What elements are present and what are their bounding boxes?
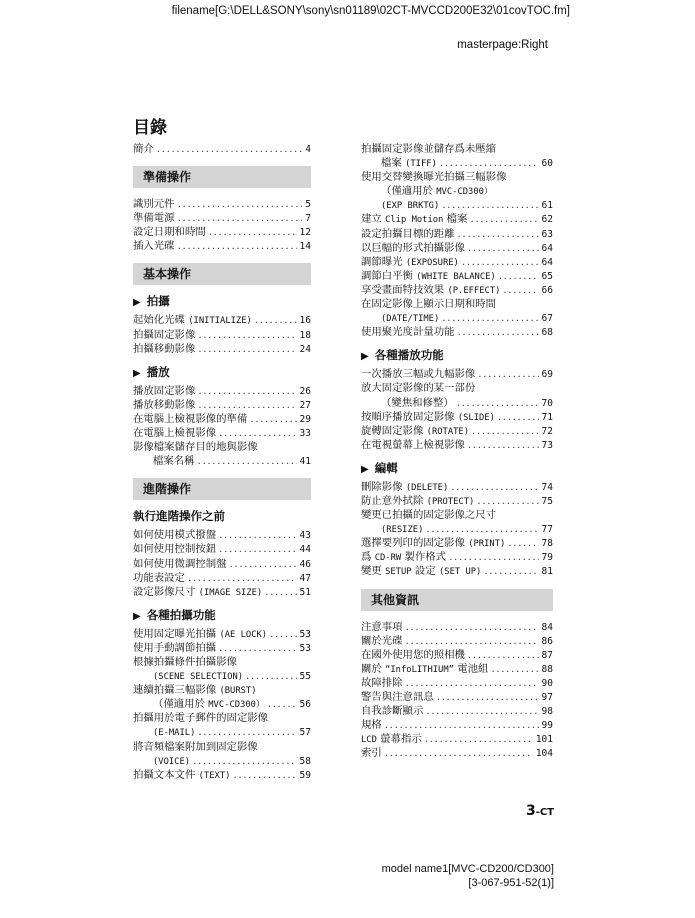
model-footer [382,862,554,890]
toc-entry[interactable]: 播放固定影像 ..... 26 [133,384,311,398]
toc-entry[interactable]: 關於 “InfoLITHIUM” 電池組 ..... 88 [361,662,553,676]
toc-entry[interactable]: （僅適用於 MVC-CD300） ..... 56 [133,697,311,711]
triangle-bullet-icon: ▶ [361,351,369,363]
toc-entry[interactable]: （變焦和修整） ..... 70 [361,396,553,410]
toc-entry[interactable]: 關於光碟 ..... 86 [361,634,553,648]
toc-entry[interactable]: 建立 Clip Motion 檔案 ..... 62 [361,212,553,226]
triangle-bullet-icon: ▶ [133,610,141,622]
toc-entry-line1[interactable]: 將音頻檔案附加到固定影像 [133,740,258,753]
section-header-advanced: 進階操作 [133,478,311,500]
toc-entry[interactable]: 享受畫面特技效果 (P.EFFECT) ..... 66 [361,283,553,297]
file-header: filename[G:\DELL&SONY\sony\sn01189\02CT-MVCCD200E32\01covTOC.fm] [171,5,570,17]
toc-entry[interactable]: (RESIZE) ..... 77 [361,522,553,536]
toc-entry-line1[interactable]: 變更已拍攝的固定影像之尺寸 [361,509,497,522]
toc-entry[interactable]: 如何使用控制按鈕 ..... 44 [133,542,311,556]
toc-entry-line1[interactable]: 連續拍攝三幅影像 (BURST) [133,684,257,697]
toc-entry[interactable]: 設定日期和時間 ..... 12 [133,225,311,239]
toc-entry[interactable]: 刪除影像 (DELETE) ..... 74 [361,480,553,494]
toc-entry[interactable]: (SCENE SELECTION) ..... 55 [133,669,311,683]
toc-entry-line1[interactable]: 拍攝固定影像並儲存爲未壓縮 [361,143,497,155]
subsection-header-editing: ▶ 編輯 [361,460,398,475]
toc-entry[interactable]: 檔案 (TIFF) ..... 60 [361,156,553,170]
toc-entry[interactable]: 自我診斷顯示 ..... 98 [361,704,553,718]
page-number: 3-CT [525,803,554,819]
toc-entry[interactable]: 插入光碟 ..... 14 [133,239,311,253]
toc-entry[interactable]: 防止意外拭除 (PROTECT) ..... 75 [361,494,553,508]
triangle-bullet-icon: ▶ [133,367,141,379]
toc-entry[interactable]: (E-MAIL) ..... 57 [133,725,311,739]
model-name: model name1[MVC-CD200/CD300] [381,863,554,875]
toc-entry[interactable]: 調節白平衡 (WHITE BALANCE) ..... 65 [361,269,553,283]
toc-entry[interactable]: 簡介 ..... 4 [133,142,311,156]
page-title: 目錄 [133,118,167,138]
toc-entry[interactable]: 規格 ..... 99 [361,718,553,732]
toc-entry[interactable]: 選擇要列印的固定影像 (PRINT) ..... 78 [361,536,553,550]
toc-entry-line2[interactable]: （僅適用於 MVC-CD300） [381,185,493,198]
toc-entry-line1[interactable]: 在固定影像上顯示日期和時間 [361,298,497,311]
toc-entry[interactable]: (DATE/TIME) ..... 67 [361,311,553,325]
toc-entry[interactable]: 在電腦上檢視影像 ..... 33 [133,426,311,440]
toc-entry[interactable]: 拍攝固定影像 ..... 18 [133,328,311,342]
toc-entry[interactable]: 功能表設定 ..... 47 [133,571,311,585]
toc-entry-line1[interactable]: 拍攝用於電子郵件的固定影像 [133,712,269,725]
toc-entry[interactable]: 檔案名稱 ..... 41 [133,454,311,468]
toc-entry[interactable]: 調節曝光 (EXPOSURE) ..... 64 [361,255,553,269]
toc-left-column [133,142,311,782]
triangle-bullet-icon: ▶ [361,463,369,475]
toc-entry[interactable]: 設定影像尺寸 (IMAGE SIZE) ..... 51 [133,585,311,599]
toc-entry[interactable]: 在電視螢幕上檢視影像 ..... 73 [361,438,553,452]
subsection-header-playback: ▶ 播放 [133,364,170,379]
toc-entry[interactable]: 警告與注意訊息 ..... 97 [361,690,553,704]
masterpage-label: masterpage:Right [457,39,548,51]
toc-entry[interactable]: (VOICE) ..... 58 [133,754,311,768]
triangle-bullet-icon: ▶ [133,297,141,309]
toc-entry[interactable]: 起始化光碟 (INITIALIZE) ..... 16 [133,313,311,327]
section-header-other-info: 其他資訊 [361,589,553,611]
toc-entry[interactable]: 爲 CD-RW 製作格式 ..... 79 [361,550,553,564]
toc-entry[interactable]: 拍攝移動影像 ..... 24 [133,342,311,356]
toc-entry[interactable]: 在電腦上檢視影像的準備 ..... 29 [133,412,311,426]
toc-entry[interactable]: 一次播放三幅或九幅影像 ..... 69 [361,367,553,381]
toc-entry[interactable]: (EXP BRKTG) ..... 61 [361,198,553,212]
toc-entry-line1[interactable]: 使用交替變換曝光拍攝三幅影像 [361,171,507,184]
toc-entry[interactable]: LCD 螢幕指示 ..... 101 [361,732,553,746]
toc-entry[interactable]: 索引 ..... 104 [361,746,553,760]
toc-entry-line1[interactable]: 放大固定影像的某一部份 [361,382,476,395]
subsection-header-playback-functions: ▶ 各種播放功能 [361,348,444,363]
toc-entry[interactable]: 在國外使用您的照相機 ..... 87 [361,648,553,662]
toc-entry[interactable]: 變更 SETUP 設定 (SET UP) ..... 81 [361,564,553,578]
part-number: [3-067-951-52(1)] [468,877,554,889]
toc-entry-line1[interactable]: 根據拍攝條件拍攝影像 [133,655,237,668]
toc-entry-line1[interactable]: 影像檔案儲存目的地與影像 [133,441,258,454]
toc-entry[interactable]: 拍攝文本文件 (TEXT) ..... 59 [133,768,311,782]
toc-entry[interactable]: 準備電源 ..... 7 [133,211,311,225]
subsection-header-before-advanced: 執行進階操作之前 [133,509,225,524]
toc-entry[interactable]: 設定拍攝目標的距離 ..... 63 [361,227,553,241]
toc-entry[interactable]: 識別元件 ..... 5 [133,197,311,211]
toc-entry[interactable]: 以巨幅的形式拍攝影像 ..... 64 [361,241,553,255]
subsection-header-shooting-functions: ▶ 各種拍攝功能 [133,607,216,622]
toc-entry[interactable]: 故障排除 ..... 90 [361,676,553,690]
toc-entry[interactable]: 播放移動影像 ..... 27 [133,398,311,412]
toc-entry[interactable]: 如何使用微調控制盤 ..... 46 [133,557,311,571]
subsection-header-shooting: ▶ 拍攝 [133,294,170,309]
toc-entry[interactable]: 使用固定曝光拍攝 (AE LOCK) ..... 53 [133,627,311,641]
toc-entry[interactable]: 使用聚光度計量功能 ..... 68 [361,325,553,339]
toc-entry[interactable]: 注意事項 ..... 84 [361,620,553,634]
toc-right-column [361,142,553,760]
toc-entry[interactable]: 按順序播放固定影像 (SLIDE) ..... 71 [361,410,553,424]
toc-entry[interactable]: 如何使用模式撥盤 ..... 43 [133,528,311,542]
toc-entry[interactable]: 旋轉固定影像 (ROTATE) ..... 72 [361,424,553,438]
toc-entry[interactable]: 使用手動調節拍攝 ..... 53 [133,641,311,655]
section-header-preparation: 準備操作 [133,166,311,188]
section-header-basic: 基本操作 [133,263,311,285]
